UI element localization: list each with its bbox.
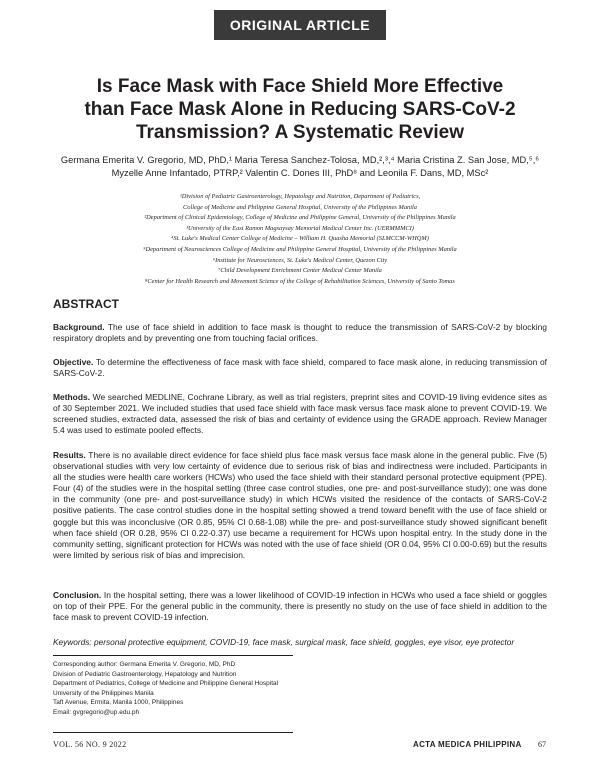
affiliation-line: ⁵Department of Neurosciences College of Medicine and Philippine General Hospital, University of the Philippines Manila (143, 245, 457, 253)
title-line: than Face Mask Alone in Reducing SARS-CoV-2 (84, 99, 516, 120)
author-list (30, 154, 570, 180)
affiliation-line: ³University of the East Ramon Magsaysay Memorial Medical Center Inc. (UERMMMCI) (186, 224, 414, 232)
abstract-heading: ABSTRACT (53, 297, 119, 311)
affiliation-line: ⁶Institute for Neurosciences, St. Luke's Medical Center, Quezon City (212, 256, 388, 264)
abstract-conclusion (53, 590, 547, 623)
correspondence-box (53, 655, 293, 733)
methods-text: We searched MEDLINE, Cochrane Library, as well as trial registers, preprint sites and COVID-19 living evidence sites as of 30 September 2021. We included studies that used face shield with face mask versus face mask alone to prevent COVID-19. We screened studies, extracted data, assessed the risk of bias and certainty of evidence using the GRADE approach. Review Manager 5.4 was used to estimate pooled effects. (53, 392, 547, 436)
affiliation-line: ¹Division of Pediatric Gastroenterology, Hepatology and Nutrition, Department of Pediatrics, (179, 193, 421, 200)
footer-page-number: 67 (538, 740, 546, 749)
author-line: Germana Emerita V. Gregorio, MD, PhD,¹ Maria Teresa Sanchez-Tolosa, MD,²,³,⁴ Maria Cristina Z. San Jose, MD,⁵,⁶ (60, 155, 540, 165)
conclusion-text: In the hospital setting, there was a lower likelihood of COVID-19 infection in HCWs who used a face shield or goggles on top of their PPE. For the general public in the community, there is presently no study on the use of face shield in addition to the face mask to prevent COVID-19 infection. (53, 590, 547, 623)
correspondence-line: Corresponding author: Germana Emerita V. Gregorio, MD, PhD (53, 661, 236, 668)
affiliation-list (30, 192, 570, 287)
correspondence-line: Taft Avenue, Ermita, Manila 1000, Philippines (53, 699, 184, 707)
abstract-objective (53, 357, 547, 379)
methods-label: Methods. (53, 392, 91, 402)
abstract-background (53, 322, 547, 344)
author-line: Myzelle Anne Infantado, PTRP,² Valentin C. Dones III, PhD⁸ and Leonila F. Dans, MD, MSc² (111, 168, 489, 178)
background-label: Background. (53, 322, 105, 332)
footer-volume: VOL. 56 NO. 9 2022 (53, 740, 127, 749)
objective-text: To determine the effectiveness of face mask with face shield, compared to face mask alone, in reducing transmission of SARS-CoV-2. (53, 357, 547, 379)
footer-journal-name: ACTA MEDICA PHILIPPINA (413, 740, 522, 749)
article-type-banner: ORIGINAL ARTICLE (214, 10, 386, 40)
correspondence-email[interactable]: Email: gvgregorio@up.edu.ph (53, 708, 140, 716)
affiliation-line: ²Department of Clinical Epidemiology, College of Medicine and Philippine General, University of the Philippines Manila (144, 214, 456, 222)
affiliation-line: ⁴St. Luke's Medical Center College of Medicine – William H. Quasha Memorial (SLMCCM-WHQM) (171, 235, 429, 243)
abstract-results (53, 450, 547, 561)
title-line: Transmission? A Systematic Review (135, 122, 465, 143)
objective-label: Objective. (53, 357, 94, 367)
correspondence-line: Division of Pediatric Gastroenterology, Hepatology and Nutrition (53, 670, 237, 678)
keywords: Keywords: personal protective equipment, COVID-19, face mask, surgical mask, face shield, goggles, eye visor, eye protector (53, 637, 515, 647)
abstract-methods (53, 392, 547, 436)
article-title (40, 75, 560, 144)
affiliation-line: ⁸Center for Health Research and Movement Science of the College of Rehabilitation Sciences, University of Santo Tomas (145, 277, 455, 285)
results-label: Results. (53, 450, 86, 460)
title-line: Is Face Mask with Face Shield More Effective (96, 76, 504, 97)
affiliation-line: ⁷Child Development Enrichment Center Medical Center Manila (218, 267, 382, 275)
affiliation-line: College of Medicine and Philippine General Hospital, University of the Philippines Manila (183, 203, 417, 211)
correspondence-line: Department of Pediatrics, College of Medicine and Philippine General Hospital (53, 680, 279, 688)
conclusion-label: Conclusion. (53, 590, 102, 600)
correspondence-line: University of the Philippines Manila (53, 689, 154, 697)
results-text: There is no available direct evidence for face shield plus face mask versus face mask alone in the general public. Five (5) observational studies with very low certainty of evidence due to serious risk of bias and indirectness were included. Participants in all the studies were health care workers (HCWs) who used the face shield with their standard personal protective equipment (PPE). Four (4) of the studies were in the hospital setting (three case control studies, one pre- and post-surveillance study); one was done in the community (one pre- and post-surveillance study) in which HCWs visited the residence of the contacts of SARS-CoV-2 positive patients. The case control studies done in the hospital setting showed a trend toward benefit with the use of face shield or goggle but this was inconclusive (OR 0.85, 95% CI 0.68-1.08) while the pre- and post-surveillance study showed significant benefit when face shield (OR 0.28, 95% CI 0.22-0.37) use became a requirement for HCWs upon hospital entry. In the study done in the community setting, significant protection for HCWs was noted with the use of face shield (OR 0.04, 95% CI 0.00-0.69) but the results were limited by serious risk of bias and imprecision. (53, 450, 547, 560)
background-text: The use of face shield in addition to face mask is thought to reduce the transmission of SARS-CoV-2 by blocking respiratory droplets and by preventing one from touching facial orifices. (53, 322, 547, 344)
